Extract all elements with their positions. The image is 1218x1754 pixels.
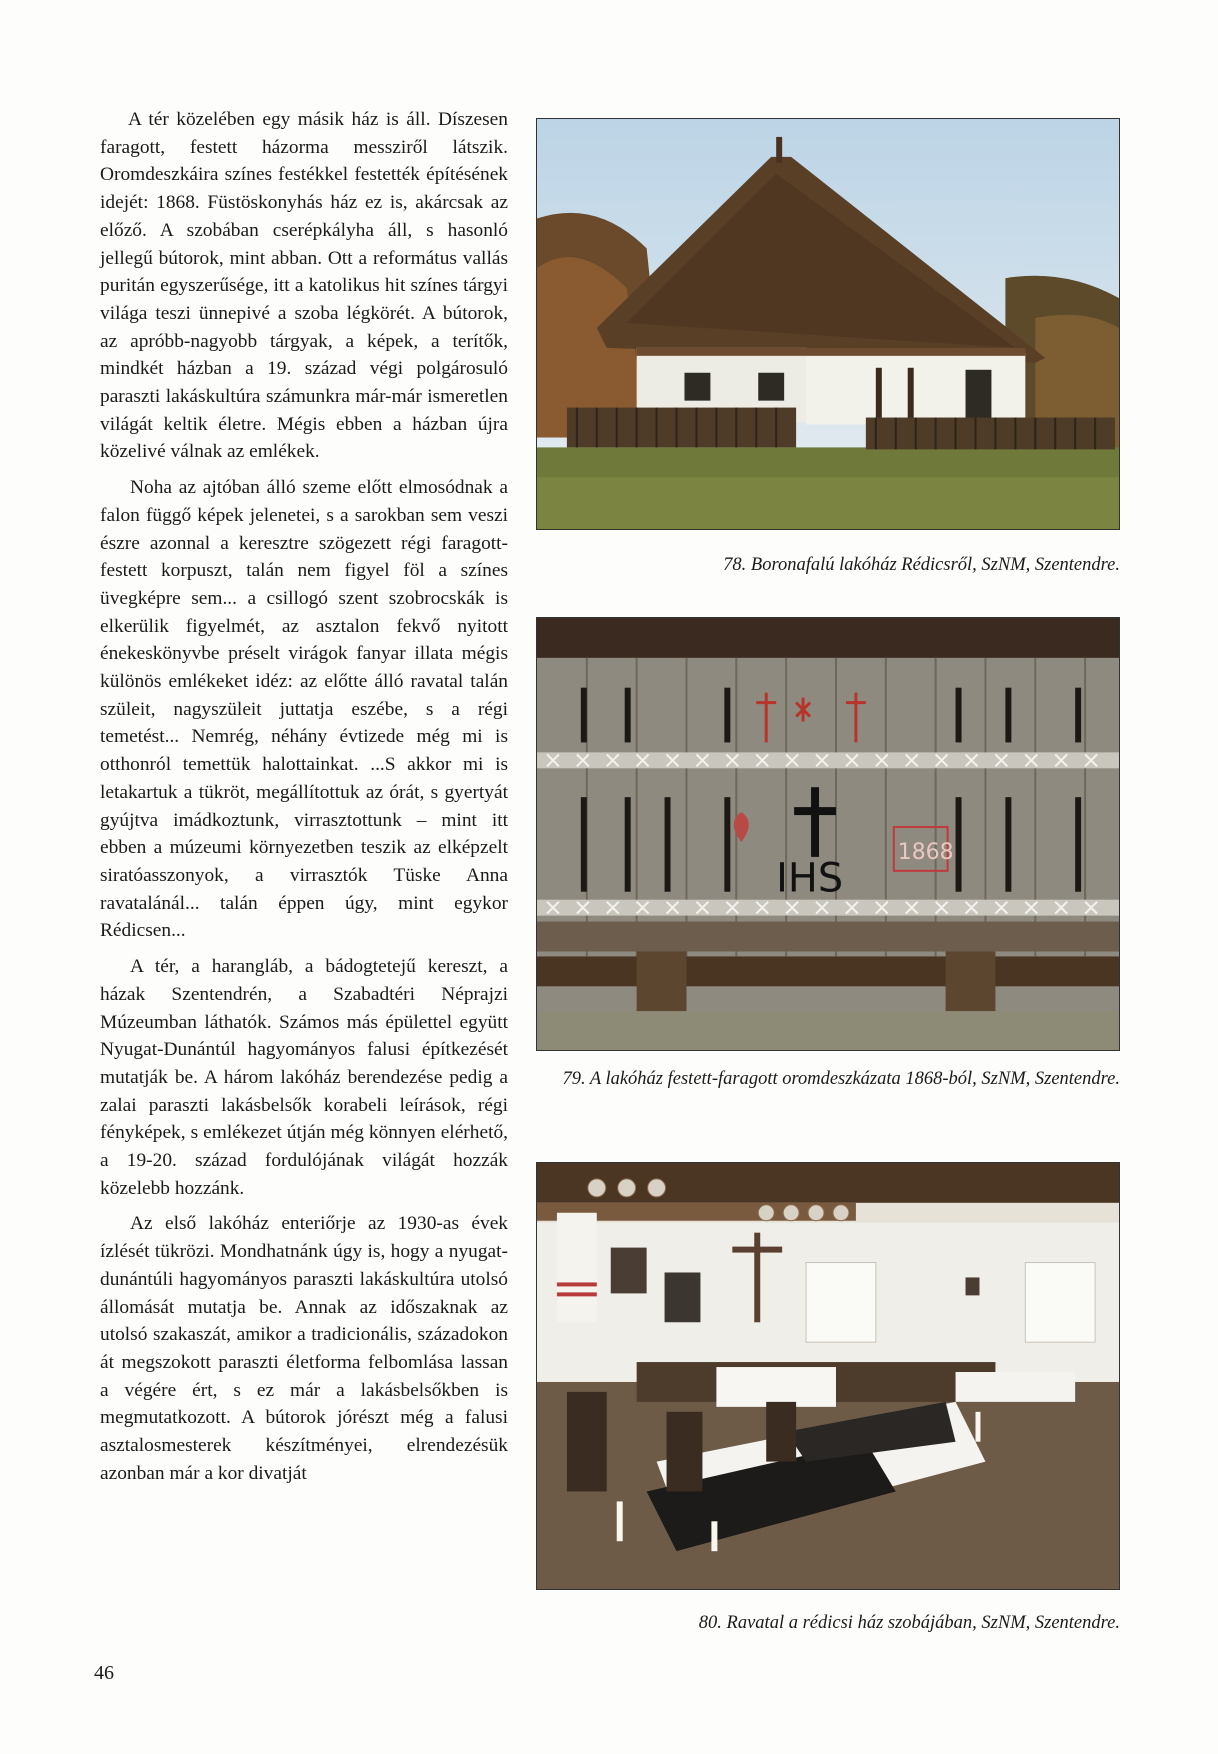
page-number: 46 [94,1662,114,1684]
figure-79-gable-photo [536,617,1120,1051]
ihs-monogram: IHS [776,855,844,902]
roof-finial [776,137,782,163]
figure-80-caption: 80. Ravatal a rédicsi ház szobájában, SzNM, Szentendre. [698,1613,1120,1633]
paragraph-1: A tér közelében egy másik ház is áll. Díszesen faragott, festett házorma messziről látszik. Oromdeszkáira színes festékkel festették építésének idejét: 1868. Füstöskonyhás ház ez is, akárcsak az előző. A szobában cserépkályha áll, s hasonló jellegű bútorok, mint abban. Ott a református vallás puritán egyszerűsége, itt a katolikus hit színes tárgyi világa teszi ünnepivé a szoba légkörét. A bútorok, az apróbb-nagyobb tárgyak, a képek, a terítők, mindkét házban a 19. század végi polgárosuló paraszti lakáskultúra számunkra már-már ismeretlen világát keltik életre. Mégis ebben a házban újra közelivé válnak az emlékek. [100,109,508,463]
body-text-column [100,106,508,1495]
figure-79-caption: 79. A lakóház festett-faragott oromdeszkázata 1868-ból, SzNM, Szentendre. [562,1069,1120,1089]
figure-80-interior-photo [536,1162,1120,1590]
house-illustration [537,119,1119,529]
gable-year: 1868 [897,839,954,865]
figure-78-house-photo [536,118,1120,530]
figure-78-caption: 78. Boronafalú lakóház Rédicsről, SzNM, Szentendre. [723,555,1120,575]
interior-illustration [537,1163,1119,1589]
paragraph-2: Noha az ajtóban álló szeme előtt elmosódnak a falon függő képek jelenetei, s a sarokban sem veszi észre azonnal a keresztre szögezett régi faragott-festett korpuszt, talán nem figyel föl a színes üvegképre sem... a csillogó szent szobrocskák is elkerülik figyelmét, az asztalon fekvő nyitott énekeskönyvbe préselt virágok fanyar illata mégis különös emlékeket idéz: az előtte álló ravatal talán szüleit, nagyszüleit juttatja eszébe, s a régi temetést... Nemrég, néhány évtizede még mi is otthonról temettük halottainkat. ...S akkor mi is letakartuk a tükröt, megállítottuk az órát, s gyertyát gyújtva imádkoztunk, virrasztottunk – mint itt ebben a múzeumi környezetben teszik az elképzelt siratóasszonyok, a virrasztók Tüske Anna ravatalánál... talán éppen úgy, mint egykor Rédicsen... [100,477,508,942]
paragraph-4: Az első lakóház enteriőrje az 1930-as évek ízlését tükrözi. Mondhatnánk úgy is, hogy a nyugat-dunántúli hagyományos paraszti lakáskultúra utolsó állomását mutatja be. Annak az időszaknak az utolsó szakaszát, amikor a tradicionális, századokon át megszokott paraszti életforma felbomlása lassan a végére ért, s ez már a lakásbelsőkben is megmutatkozott. A bútorok jórészt még a falusi asztalosmesterek készítményei, elrendezésük azonban már a kor divatját [100,1213,508,1484]
paragraph-3: A tér, a harangláb, a bádogtetejű kereszt, a házak Szentendrén, a Szabadtéri Néprajzi Múzeumban láthatók. Számos más épülettel együtt Nyugat-Dunántúl hagyományos falusi építkezését mutatják be. A három lakóház berendezése pedig a zalai paraszti lakásbelsők korabeli leírások, régi fényképek, s emlékezet útján még könnyen elérhető, a 19-20. század fordulójának világát hozzák közelebb hozzánk. [100,956,508,1199]
gable-illustration [537,618,1119,1050]
